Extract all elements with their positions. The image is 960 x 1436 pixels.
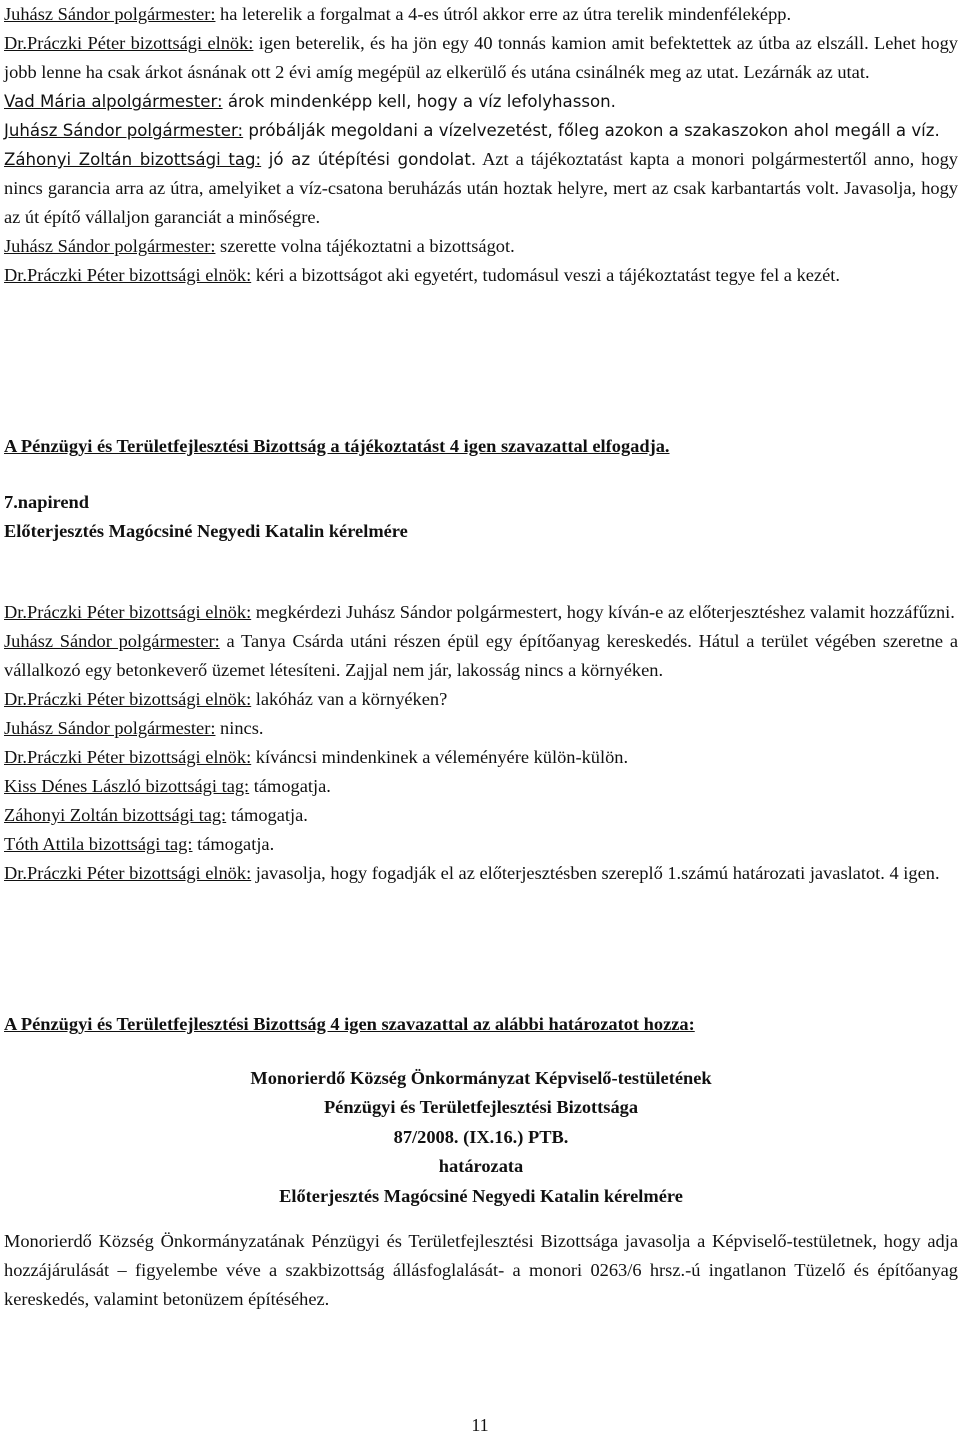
resolution-text: Monorierdő Község Önkormányzatának Pénzügyi és Területfejlesztési Bizottsága javasolja a Képviselő-testületnek, hogy adja hozzájárulását – figyelembe véve a szakbizottság állásfoglalását- a monori 0263/6 hrsz.-ú ingatlanon Tüzelő és építőanyag kereskedés, valamint betonüzem építéséhez.: [4, 1231, 958, 1309]
speaker: Juhász Sándor polgármester:: [4, 631, 220, 651]
agenda-title: Előterjesztés Magócsiné Negyedi Katalin kérelmére: [4, 521, 408, 541]
speaker: Juhász Sándor polgármester:: [4, 236, 216, 256]
agenda-heading: [4, 488, 958, 546]
speaker: Dr.Práczki Péter bizottsági elnök:: [4, 602, 252, 622]
paragraph: Dr.Práczki Péter bizottsági elnök: kíváncsi mindenkinek a véleményére külön-külön.: [4, 747, 629, 767]
speaker: Záhonyi Zoltán bizottsági tag:: [4, 150, 262, 169]
resolution-title: Előterjesztés Magócsiné Negyedi Katalin kérelmére: [279, 1185, 683, 1206]
paragraph: Dr.Práczki Péter bizottsági elnök: megkérdezi Juhász Sándor polgármestert, hogy kíván-e az előterjesztéshez valamit hozzáfűzni.: [4, 602, 955, 622]
paragraph: Dr.Práczki Péter bizottsági elnök: igen beterelik, és ha jön egy 40 tonnás kamion amit befektettek az útba az elszáll. Lehet hogy jobb lenne ha csak árkot ásnának ott 2 évi amíg megépül az elkerülő és utána csinálnék meg az utat. Lezárnák az utat.: [4, 33, 958, 82]
speaker: Záhonyi Zoltán bizottsági tag:: [4, 805, 227, 825]
paragraph: Tóth Attila bizottsági tag: támogatja.: [4, 834, 275, 854]
speaker: Dr.Práczki Péter bizottsági elnök:: [4, 689, 252, 709]
decision-statement: A Pénzügyi és Területfejlesztési Bizottság a tájékoztatást 4 igen szavazattal elfogadja.: [4, 436, 670, 456]
paragraph: Dr.Práczki Péter bizottsági elnök: javasolja, hogy fogadják el az előterjesztésben szereplő 1.számú határozati javaslatot. 4 igen.: [4, 863, 940, 883]
resolution-header: [4, 1064, 958, 1211]
paragraph: Dr.Práczki Péter bizottsági elnök: lakóház van a környéken?: [4, 689, 448, 709]
resolution-line: Pénzügyi és Területfejlesztési Bizottsága: [323, 1097, 639, 1118]
resolution-line: határozata: [438, 1156, 524, 1177]
speaker: Juhász Sándor polgármester:: [4, 718, 216, 738]
speaker: Tóth Attila bizottsági tag:: [4, 834, 193, 854]
resolution-line: Monorierdő Község Önkormányzat Képviselő-testületének: [250, 1068, 712, 1088]
speaker: Dr.Práczki Péter bizottsági elnök:: [4, 33, 254, 53]
speaker: Juhász Sándor polgármester:: [4, 121, 244, 140]
speaker: Vad Mária alpolgármester:: [4, 92, 223, 111]
paragraph: Juhász Sándor polgármester: szerette volna tájékoztatni a bizottságot.: [4, 236, 515, 256]
speaker: Juhász Sándor polgármester:: [4, 4, 216, 24]
paragraph: Kiss Dénes László bizottsági tag: támogatja.: [4, 776, 331, 796]
paragraph: Juhász Sándor polgármester: nincs.: [4, 718, 264, 738]
speaker: Dr.Práczki Péter bizottsági elnök:: [4, 747, 252, 767]
paragraph: Dr.Práczki Péter bizottsági elnök: kéri a bizottságot aki egyetért, tudomásul veszi a tájékoztatást tegye fel a kezét.: [4, 265, 840, 285]
paragraph: Vad Mária alpolgármester: árok mindenképp kell, hogy a víz lefolyhasson.: [4, 92, 616, 111]
agenda-number: 7.napirend: [4, 492, 90, 512]
paragraph: Juhász Sándor polgármester: ha leterelik a forgalmat a 4-es útról akkor erre az útra terelik mindenféleképp.: [4, 4, 792, 24]
resolution-number: 87/2008. (IX.16.) PTB.: [393, 1126, 569, 1147]
speaker: Kiss Dénes László bizottsági tag:: [4, 776, 250, 796]
page-number: 11: [471, 1415, 489, 1435]
speaker: Dr.Práczki Péter bizottsági elnök:: [4, 265, 252, 285]
paragraph: Juhász Sándor polgármester: a Tanya Csárda utáni részen épül egy építőanyag kereskedés. Hátul a terület végében szeretne a vállalkozó egy betonkeverő üzemet létesíteni. Zajjal nem jár, lakosság nincs a környéken.: [4, 631, 958, 680]
paragraph: Záhonyi Zoltán bizottsági tag: jó az útépítési gondolat. Azt a tájékoztatást kapta a monori polgármestertől anno, hogy nincs garancia arra az útra, amelyiket a víz-csatona beruházás után hoztak helyre, mert az csak karbantartás volt. Javasolja, hogy az út építő vállaljon garanciát a minőségre.: [4, 149, 958, 227]
paragraph: Juhász Sándor polgármester: próbálják megoldani a vízelvezetést, főleg azokon a szakaszokon ahol megáll a víz.: [4, 121, 940, 140]
discussion-top: [4, 0, 958, 290]
paragraph: Záhonyi Zoltán bizottsági tag: támogatja.: [4, 805, 308, 825]
speaker: Dr.Práczki Péter bizottsági elnök:: [4, 863, 252, 883]
discussion: [4, 598, 958, 888]
decision-statement: A Pénzügyi és Területfejlesztési Bizottság 4 igen szavazattal az alábbi határozatot hozza:: [4, 1014, 695, 1034]
